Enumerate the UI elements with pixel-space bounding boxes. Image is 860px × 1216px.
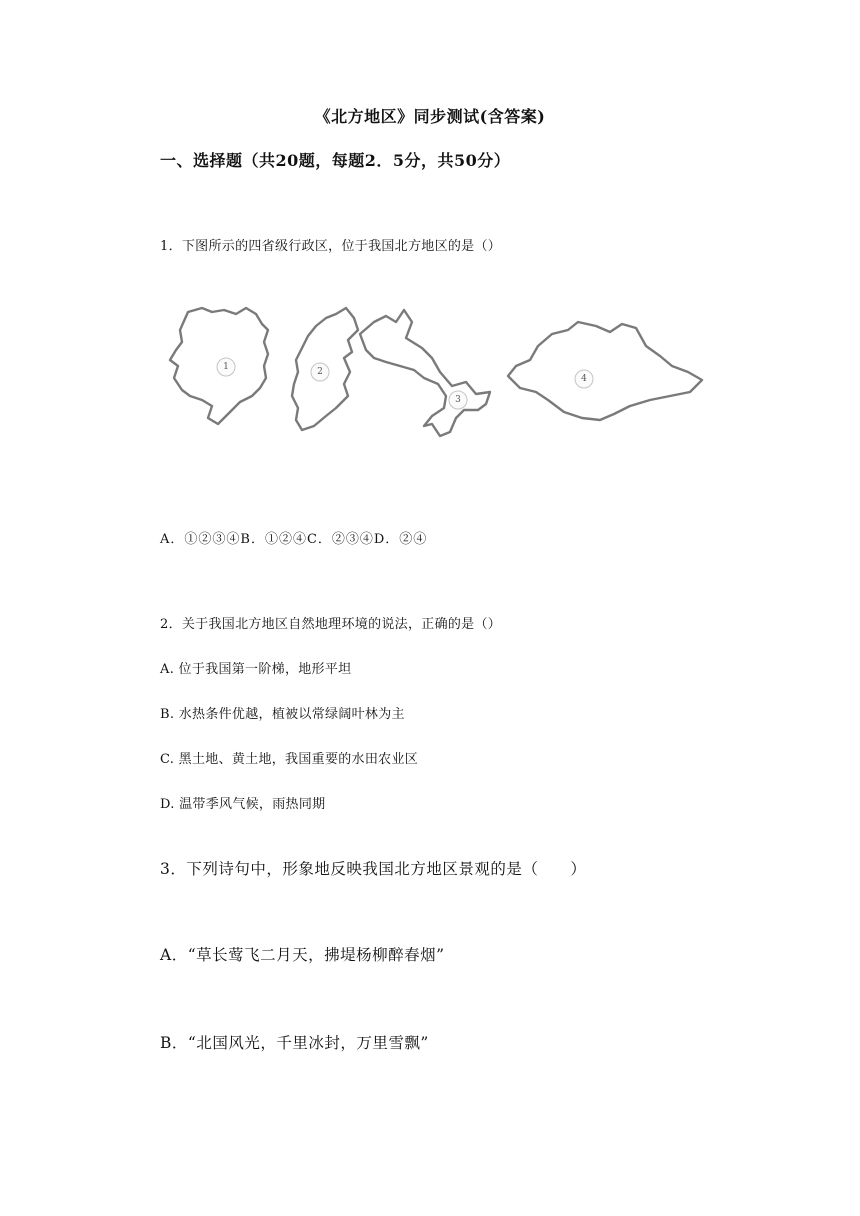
question-2-option-d: D. 温带季风气候，雨热同期 — [160, 797, 326, 812]
question-1-options: A．①②③④B．①②④C．②③④D．②④ — [160, 532, 428, 547]
section-heading: 一、选择题（共20题，每题2．5分，共50分） — [160, 151, 511, 170]
region-marker-2-label: 2 — [317, 367, 323, 377]
question-3-option-b: B．“北国风光，千里冰封，万里雪飘” — [160, 1034, 429, 1052]
question-2-option-c: C. 黑土地、黄土地，我国重要的水田农业区 — [160, 752, 419, 767]
province-outline-figure — [160, 300, 710, 440]
document-title: 《北方地区》同步测试(含答案) — [314, 107, 546, 126]
region-marker-4-label: 4 — [581, 374, 587, 384]
question-2-stem: 2．关于我国北方地区自然地理环境的说法，正确的是（） — [160, 617, 502, 632]
question-2-option-a: A. 位于我国第一阶梯，地形平坦 — [160, 662, 352, 677]
region-marker-3-label: 3 — [455, 395, 461, 405]
province-outline-4 — [508, 322, 702, 420]
province-outline-map — [160, 300, 710, 440]
question-1-stem: 1．下图所示的四省级行政区，位于我国北方地区的是（） — [160, 239, 502, 254]
question-3-stem: 3．下列诗句中，形象地反映我国北方地区景观的是（ ） — [160, 860, 587, 878]
question-3-option-a: A．“草长莺飞二月天，拂堤杨柳醉春烟” — [160, 946, 445, 964]
question-2-option-b: B. 水热条件优越，植被以常绿阔叶林为主 — [160, 707, 405, 722]
region-marker-1-label: 1 — [223, 362, 229, 372]
province-outline-3 — [360, 310, 490, 436]
